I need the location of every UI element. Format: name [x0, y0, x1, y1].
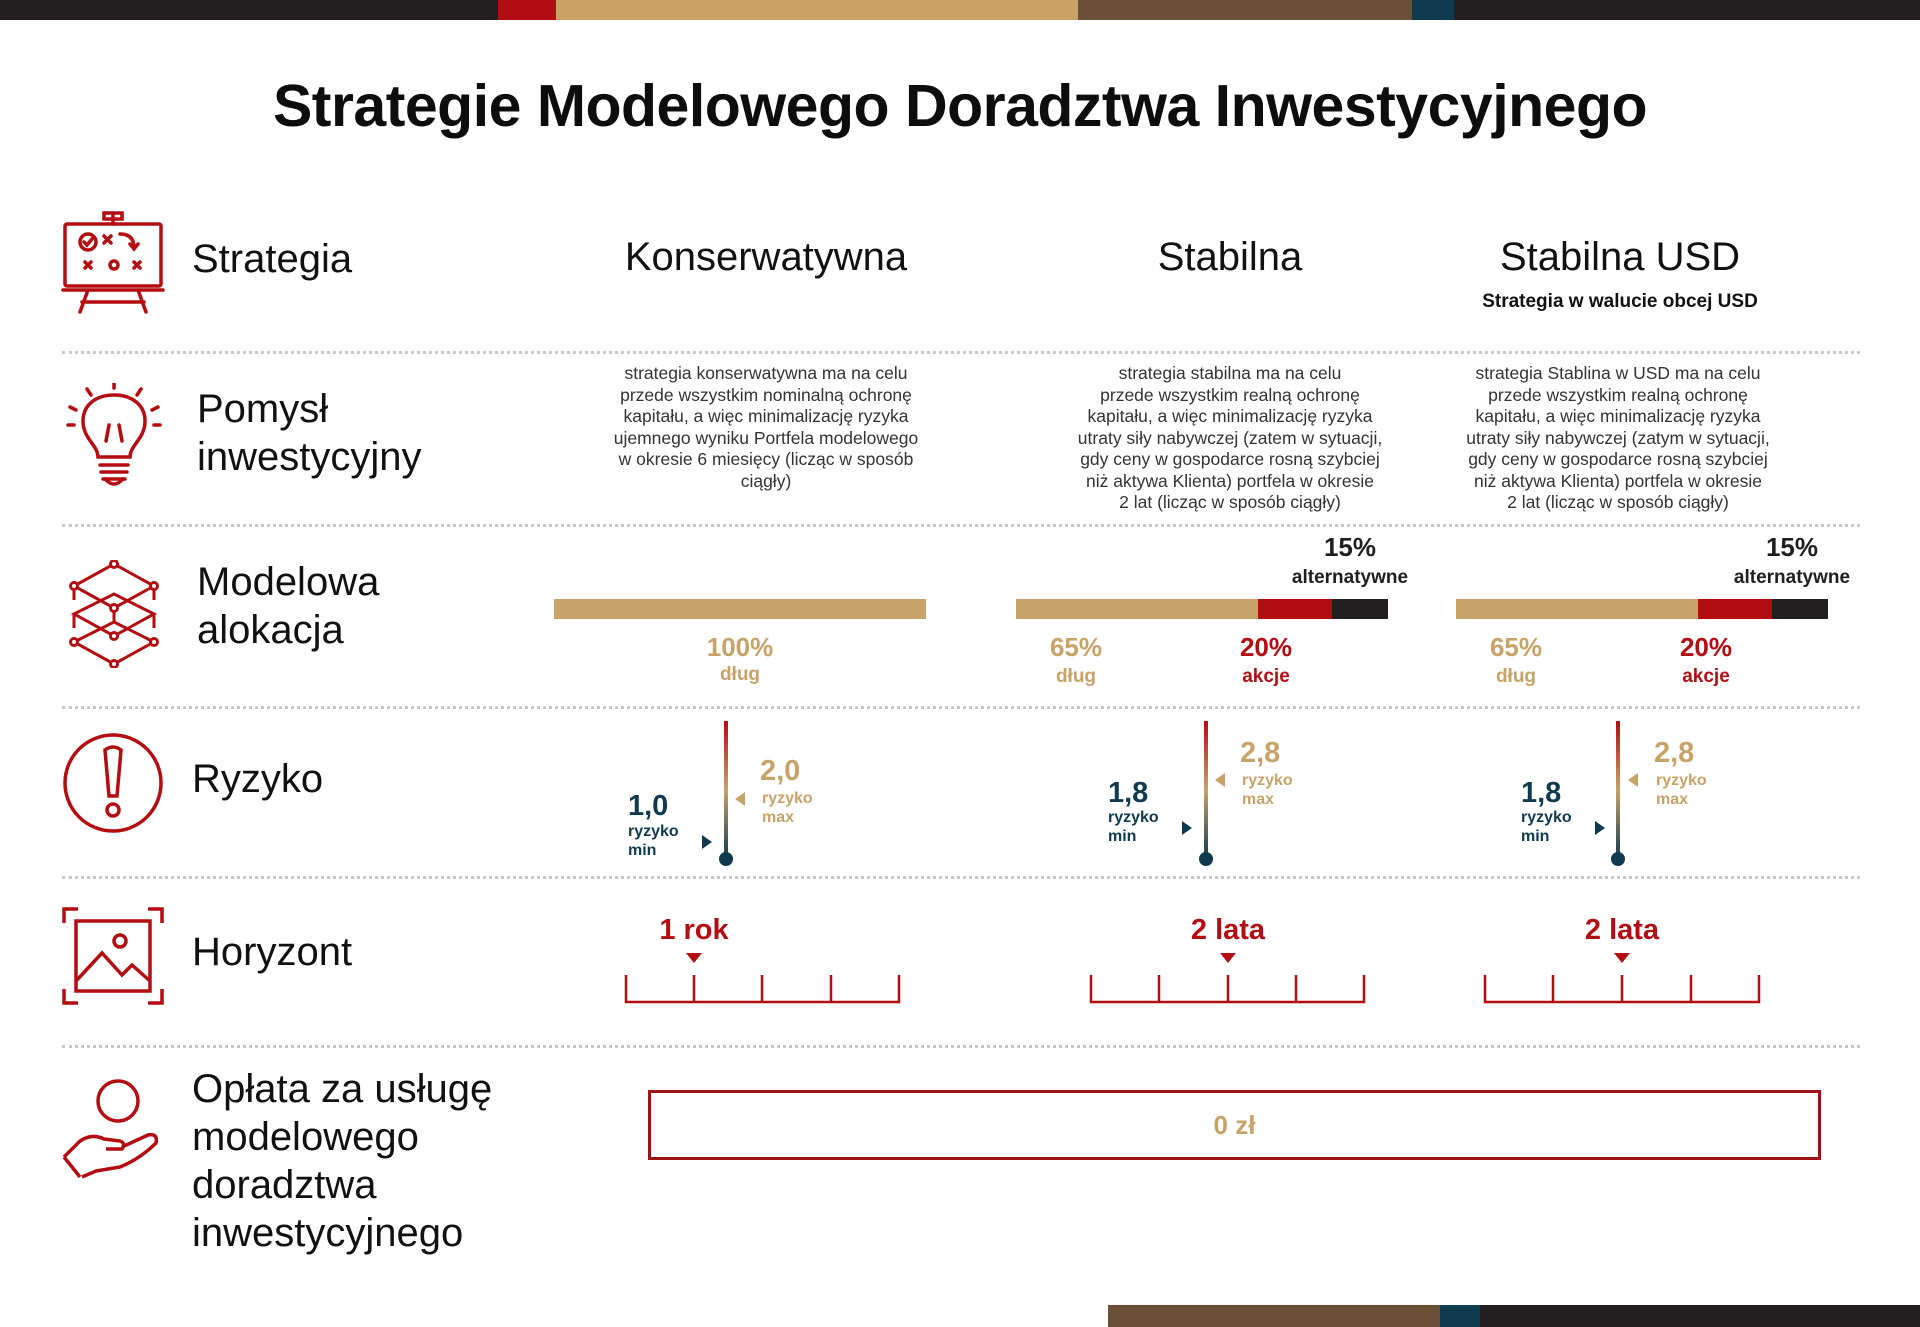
column-header-konserwatywna: Konserwatywna [624, 235, 908, 279]
column-header-stabilna-usd: Stabilna USD [1499, 235, 1741, 279]
risk-min-label: ryzyko min [1108, 809, 1159, 845]
row-label-fee-line4: inwestycyjnego [192, 1211, 464, 1255]
row-label-fee-line1: Opłata za usługę [192, 1067, 493, 1111]
risk-max-label: ryzyko max [762, 790, 813, 826]
allocation-alt-label: alternatywne [1733, 567, 1851, 588]
fee-value-box: 0 zł [648, 1090, 1821, 1160]
horizon-marker-icon [1220, 953, 1236, 963]
risk-max-value: 2,0 [760, 755, 801, 787]
row-label-strategy: Strategia [192, 237, 353, 281]
allocation-equity-label: akcje [1242, 666, 1290, 687]
allocation-equity-percent: 20% [1239, 632, 1293, 662]
risk-scale-line [1204, 721, 1208, 859]
risk-min-label: ryzyko min [628, 823, 679, 859]
row-label-allocation-line2: alokacja [197, 608, 344, 652]
risk-scale-dot [719, 852, 733, 866]
allocation-debt-percent: 100% [706, 632, 774, 662]
risk-max-label: ryzyko max [1656, 772, 1707, 808]
allocation-debt-percent: 65% [1489, 632, 1543, 662]
allocation-equity-percent: 20% [1679, 632, 1733, 662]
allocation-equity-label: akcje [1682, 666, 1730, 687]
allocation-debt-label: dług [719, 664, 761, 685]
row-label-fee-line2: modelowego [192, 1115, 419, 1159]
risk-scale-line [1616, 721, 1620, 859]
horizon-scale-stabilna-usd [1485, 975, 1759, 1002]
risk-max-value: 2,8 [1654, 737, 1695, 769]
risk-min-arrow-icon [702, 835, 712, 849]
horizon-marker-icon [686, 953, 702, 963]
row-label-horizon: Horyzont [192, 930, 353, 974]
risk-min-arrow-icon [1595, 821, 1605, 835]
horizon-label-stabilna: 2 lata [1190, 914, 1266, 946]
allocation-debt-label: dług [1055, 666, 1097, 687]
row-label-idea-line2: inwestycyjny [197, 435, 422, 479]
row-label-fee-line3: doradztwa [192, 1163, 377, 1207]
risk-min-label: ryzyko min [1521, 809, 1572, 845]
risk-max-arrow-icon [1215, 773, 1225, 787]
page-title: Strategie Modelowego Doradztwa Inwestycyjnego [272, 73, 1648, 139]
risk-scale-dot [1611, 852, 1625, 866]
risk-max-arrow-icon [735, 792, 745, 806]
risk-min-value: 1,0 [628, 790, 669, 822]
horizon-marker-icon [1614, 953, 1630, 963]
row-label-idea-line1: Pomysł [197, 387, 329, 431]
horizon-scale-konserwatywna [626, 975, 899, 1002]
row-label-risk: Ryzyko [192, 757, 324, 801]
idea-text-konserwatywna: strategia konserwatywna ma na celu przede wszystkim nominalną ochronę kapitału, a więc minimalizację ryzyka ujemnego wyniku Portfela modelowego w okresie 6 miesięcy (licząc w sposób ciągły) [613, 363, 919, 491]
allocation-debt-label: dług [1495, 666, 1537, 687]
row-label-allocation-line1: Modelowa [197, 560, 380, 604]
column-subtitle-stabilna-usd: Strategia w walucie obcej USD [1482, 291, 1758, 312]
risk-max-arrow-icon [1628, 773, 1638, 787]
risk-scale-line [724, 721, 728, 859]
idea-text-stabilna: strategia stabilna ma na celu przede wszystkim realną ochronę kapitału, a więc minimalizację ryzyka utraty siły nabywczej (zatem w sytuacji, gdy ceny w gospodarce rosną szybciej niż aktywa Klienta) portfela w okresie 2 lat (licząc w sposób ciągły) [1077, 363, 1383, 512]
allocation-alt-percent: 15% [1323, 532, 1377, 562]
allocation-alt-percent: 15% [1765, 532, 1819, 562]
risk-min-value: 1,8 [1108, 777, 1149, 809]
horizon-scale-stabilna [1091, 975, 1364, 1002]
risk-min-value: 1,8 [1521, 777, 1562, 809]
idea-text-stabilna-usd: strategia Stablina w USD ma na celu przede wszystkim realną ochronę kapitału, a więc minimalizację ryzyka utraty siły nabywczej (zatym w sytuacji, gdy ceny w gospodarce rosną szybciej niż aktywa Klienta) portfela w okresie 2 lat (licząc w sposób ciągły) [1466, 363, 1770, 512]
allocation-alt-label: alternatywne [1291, 567, 1409, 588]
allocation-debt-percent: 65% [1049, 632, 1103, 662]
risk-scale-dot [1199, 852, 1213, 866]
risk-max-label: ryzyko max [1242, 772, 1293, 808]
risk-min-arrow-icon [1182, 821, 1192, 835]
column-header-stabilna: Stabilna [1157, 235, 1303, 279]
horizon-label-stabilna-usd: 2 lata [1584, 914, 1660, 946]
risk-max-value: 2,8 [1240, 737, 1281, 769]
horizon-label-konserwatywna: 1 rok [659, 914, 729, 946]
